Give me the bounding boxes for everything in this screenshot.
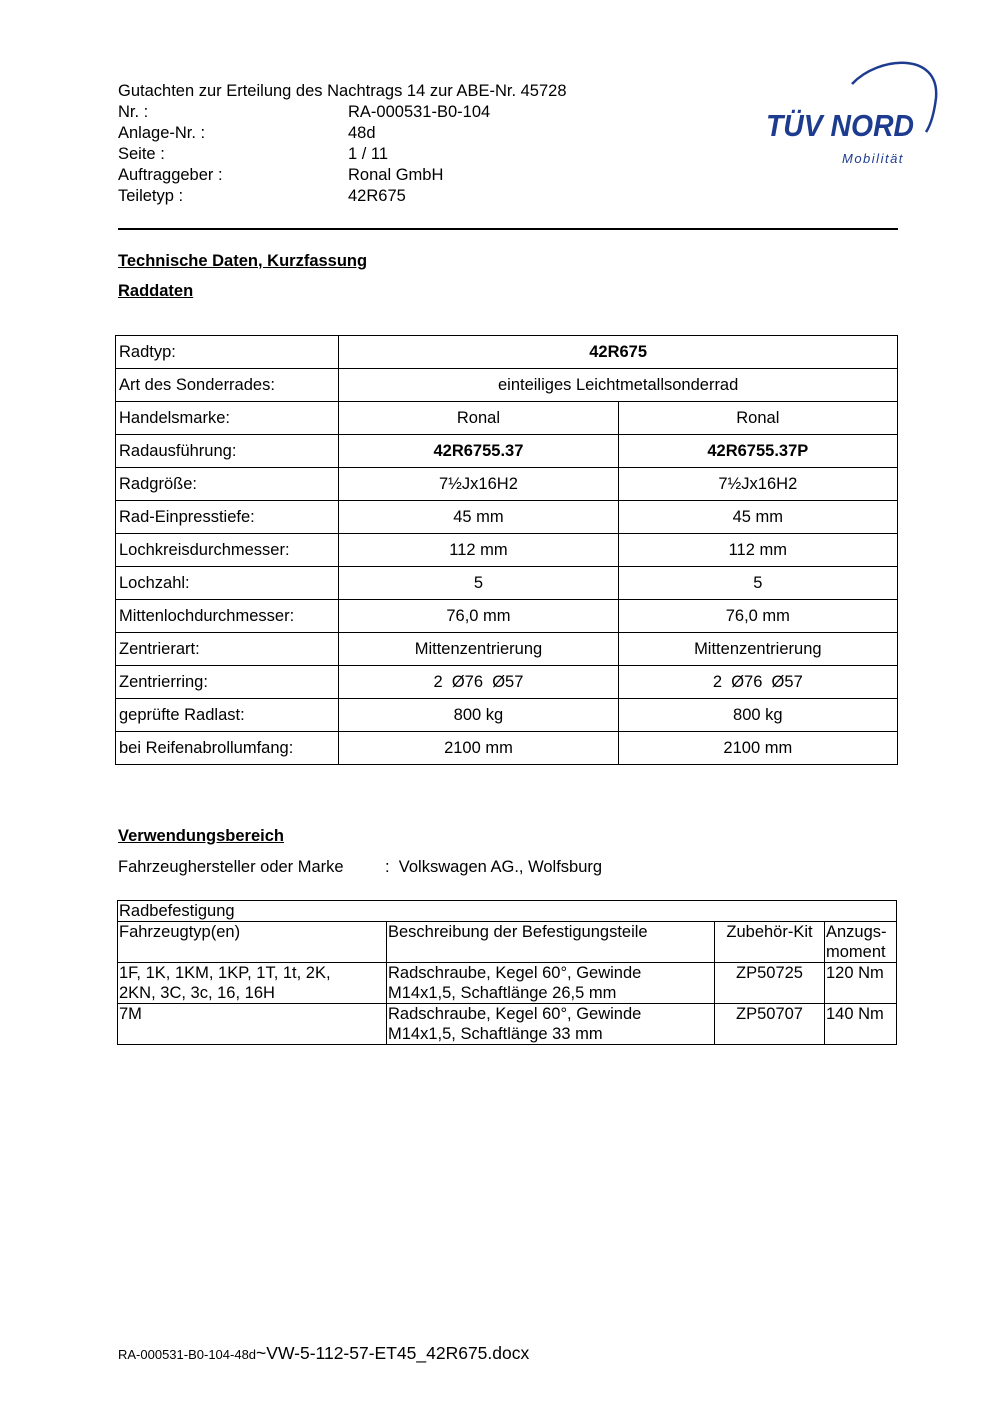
header-divider xyxy=(118,228,898,230)
table-row xyxy=(116,732,898,765)
row-label: Zentrierart: xyxy=(116,633,339,666)
value-variant-a: 76,0 mm xyxy=(339,600,618,633)
table-row xyxy=(116,600,898,633)
cell-torque: 120 Nm xyxy=(825,963,897,1004)
value-variant-b: 112 mm xyxy=(618,534,897,567)
heading-wheel-data: Raddaten xyxy=(118,282,194,300)
report-title: Gutachten zur Erteilung des Nachtrags 14 zur ABE-Nr. 45728 xyxy=(118,82,567,100)
table-row xyxy=(118,901,897,922)
table-row xyxy=(116,633,898,666)
cell-vehicle-types xyxy=(118,1004,387,1045)
header-row-teiletyp xyxy=(118,186,567,207)
header-description: Beschreibung der Befestigungsteile xyxy=(387,922,715,963)
types-line1: 1F, 1K, 1KM, 1KP, 1T, 1t, 2K, xyxy=(119,964,331,982)
table-row xyxy=(116,699,898,732)
table-row xyxy=(116,369,898,402)
header-label: Teiletyp : xyxy=(118,187,184,205)
value-variant-b: 2 Ø76 Ø57 xyxy=(618,666,897,699)
header-label: Anlage-Nr. : xyxy=(118,124,206,142)
value-variant-a: 2 Ø76 Ø57 xyxy=(339,666,618,699)
value-variant-b: 45 mm xyxy=(618,501,897,534)
footer-report-id: RA-000531-B0-104-48d xyxy=(118,1347,257,1362)
table-row xyxy=(116,435,898,468)
table-row xyxy=(118,1004,897,1045)
table-row xyxy=(116,501,898,534)
row-label: geprüfte Radlast: xyxy=(116,699,339,732)
header-torque-line1: Anzugs- xyxy=(826,923,887,941)
table-row xyxy=(118,963,897,1004)
header-row-anlage xyxy=(118,123,567,144)
cell-vehicle-types xyxy=(118,963,387,1004)
value-variant-b: 5 xyxy=(618,567,897,600)
value-variant-a: 45 mm xyxy=(339,501,618,534)
desc-line1: Radschraube, Kegel 60°, Gewinde xyxy=(388,1005,642,1023)
maker-label: Fahrzeughersteller oder Marke xyxy=(118,858,344,876)
header-value: RA-000531-B0-104 xyxy=(348,103,491,121)
header-torque xyxy=(825,922,897,963)
header-label: Auftraggeber : xyxy=(118,166,223,184)
heading-tech-data: Technische Daten, Kurzfassung xyxy=(118,252,368,270)
desc-line2: M14x1,5, Schaftlänge 33 mm xyxy=(388,1025,603,1043)
header-kit: Zubehör-Kit xyxy=(715,922,825,963)
wheel-type-value: 42R675 xyxy=(339,336,898,369)
wheel-data-table xyxy=(115,335,898,765)
cell-kit: ZP50725 xyxy=(715,963,825,1004)
header-row-nr xyxy=(118,102,567,123)
value-variant-b: 800 kg xyxy=(618,699,897,732)
types-line1: 7M xyxy=(119,1005,142,1023)
table-row xyxy=(116,402,898,435)
value-variant-a: 2100 mm xyxy=(339,732,618,765)
header-value: Ronal GmbH xyxy=(348,166,444,184)
value-variant-b: 76,0 mm xyxy=(618,600,897,633)
row-label: Zentrierring: xyxy=(116,666,339,699)
wheel-kind-value: einteiliges Leichtmetallsonderrad xyxy=(339,369,898,402)
heading-usage: Verwendungsbereich xyxy=(118,827,284,845)
desc-line1: Radschraube, Kegel 60°, Gewinde xyxy=(388,964,642,982)
cell-description xyxy=(387,1004,715,1045)
document-footer xyxy=(118,1343,529,1364)
value-variant-b: 7½Jx16H2 xyxy=(618,468,897,501)
row-label: Lochzahl: xyxy=(116,567,339,600)
row-label: Lochkreisdurchmesser: xyxy=(116,534,339,567)
logo-sub: Mobilität xyxy=(842,151,904,166)
header-row-auftraggeber xyxy=(118,165,567,186)
desc-line2: M14x1,5, Schaftlänge 26,5 mm xyxy=(388,984,617,1002)
value-variant-a: Ronal xyxy=(339,402,618,435)
row-label: Radausführung: xyxy=(116,435,339,468)
value-variant-b: Mittenzentrierung xyxy=(618,633,897,666)
header-label: Nr. : xyxy=(118,103,149,121)
row-label: Mittenlochdurchmesser: xyxy=(116,600,339,633)
maker-separator: : xyxy=(385,858,390,876)
value-variant-b: 42R6755.37P xyxy=(618,435,897,468)
header-torque-line2: moment xyxy=(826,943,886,961)
header-value: 42R675 xyxy=(348,187,406,205)
value-variant-a: 7½Jx16H2 xyxy=(339,468,618,501)
wheel-mounting-table xyxy=(117,900,897,1045)
row-label: Art des Sonderrades: xyxy=(116,369,339,402)
logo-brand: TÜV NORD xyxy=(766,108,914,143)
table-header-row xyxy=(118,922,897,963)
row-label: Handelsmarke: xyxy=(116,402,339,435)
table-row xyxy=(116,468,898,501)
value-variant-b: 2100 mm xyxy=(618,732,897,765)
row-label: Radgröße: xyxy=(116,468,339,501)
cell-kit: ZP50707 xyxy=(715,1004,825,1045)
table-row xyxy=(116,534,898,567)
value-variant-a: 42R6755.37 xyxy=(339,435,618,468)
value-variant-a: 112 mm xyxy=(339,534,618,567)
header-vehicle-types: Fahrzeugtyp(en) xyxy=(118,922,387,963)
row-label: Rad-Einpresstiefe: xyxy=(116,501,339,534)
value-variant-a: 800 kg xyxy=(339,699,618,732)
tuv-nord-logo xyxy=(760,56,950,171)
table-row xyxy=(116,567,898,600)
footer-filename: ~VW-5-112-57-ET45_42R675.docx xyxy=(256,1343,530,1363)
types-line2: 2KN, 3C, 3c, 16, 16H xyxy=(119,984,275,1002)
cell-torque: 140 Nm xyxy=(825,1004,897,1045)
header-row-seite xyxy=(118,144,567,165)
table-row xyxy=(116,666,898,699)
row-label: bei Reifenabrollumfang: xyxy=(116,732,339,765)
row-label: Radtyp: xyxy=(116,336,339,369)
header-value: 48d xyxy=(348,124,376,142)
cell-description xyxy=(387,963,715,1004)
header-value: 1 / 11 xyxy=(348,145,389,163)
value-variant-a: 5 xyxy=(339,567,618,600)
header-label: Seite : xyxy=(118,145,165,163)
document-header xyxy=(118,81,567,207)
value-variant-b: Ronal xyxy=(618,402,897,435)
maker-value: Volkswagen AG., Wolfsburg xyxy=(398,858,603,876)
vehicle-maker-line xyxy=(118,858,602,877)
value-variant-a: Mittenzentrierung xyxy=(339,633,618,666)
mount-table-title: Radbefestigung xyxy=(118,901,897,922)
table-row xyxy=(116,336,898,369)
